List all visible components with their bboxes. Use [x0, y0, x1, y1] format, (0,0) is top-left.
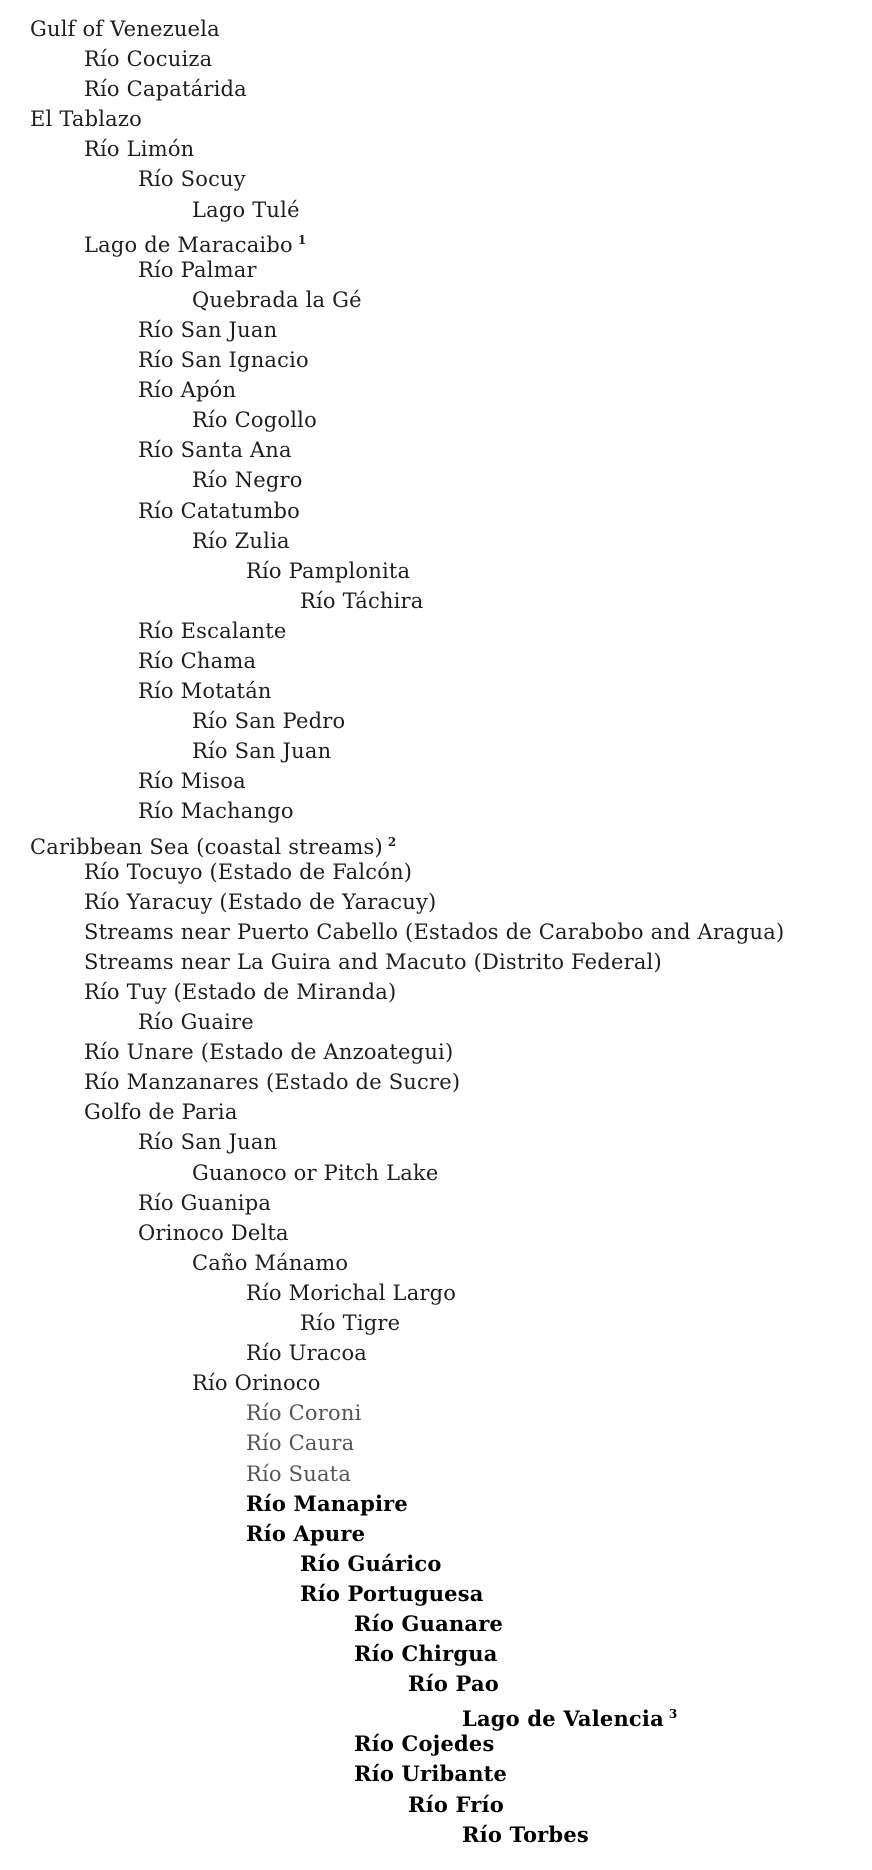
entry-label: Lago de Maracaibo	[84, 232, 293, 257]
drainage-entry	[30, 345, 860, 375]
entry-label: Río Santa Ana	[138, 438, 292, 463]
drainage-list	[30, 14, 860, 1850]
entry-label: Río Uribante	[354, 1761, 508, 1787]
entry-label: Río Apure	[246, 1520, 366, 1546]
drainage-entry	[30, 947, 860, 977]
drainage-entry	[30, 1609, 860, 1639]
drainage-entry	[30, 74, 860, 104]
drainage-entry	[30, 255, 860, 285]
drainage-entry	[30, 1729, 860, 1759]
entry-label: Río Apón	[138, 378, 237, 403]
drainage-entry	[30, 827, 860, 857]
entry-label: Río Cocuiza	[84, 47, 213, 72]
entry-label: Río San Pedro	[192, 709, 346, 734]
entry-label: Río Guárico	[300, 1550, 442, 1576]
footnote-marker: 2	[387, 834, 397, 849]
entry-label: Río San Juan	[138, 1130, 278, 1155]
drainage-entry	[30, 1188, 860, 1218]
entry-label: Río Misoa	[138, 769, 246, 794]
entry-label: Río Cogollo	[192, 408, 317, 433]
entry-label: Río Uracoa	[246, 1341, 368, 1366]
drainage-entry	[30, 1127, 860, 1157]
drainage-entry	[30, 1368, 860, 1398]
entry-label: Río Machango	[138, 799, 294, 824]
drainage-entry	[30, 646, 860, 676]
entry-label: Río Pao	[408, 1671, 499, 1697]
drainage-entry	[30, 375, 860, 405]
entry-label: Río Chama	[138, 648, 257, 673]
drainage-entry	[30, 195, 860, 225]
drainage-entry	[30, 766, 860, 796]
entry-label: Río Chirgua	[354, 1641, 498, 1667]
entry-label: Río Escalante	[138, 618, 287, 643]
entry-label: Río San Ignacio	[138, 348, 309, 373]
drainage-entry	[30, 1489, 860, 1519]
drainage-entry	[30, 1218, 860, 1248]
drainage-entry	[30, 1639, 860, 1669]
entry-label: Río Guaire	[138, 1010, 254, 1035]
entry-label: Guanoco or Pitch Lake	[192, 1160, 439, 1185]
entry-label: Río Portuguesa	[300, 1580, 484, 1606]
drainage-entry	[30, 225, 860, 255]
entry-label: Río Capatárida	[84, 77, 247, 102]
entry-label: Río Suata	[246, 1461, 352, 1486]
drainage-entry	[30, 556, 860, 586]
entry-label: Río San Juan	[192, 739, 332, 764]
entry-label: Río Tuy (Estado de Miranda)	[84, 980, 397, 1004]
entry-label: Río Zulia	[192, 528, 290, 553]
entry-label: Gulf of Venezuela	[30, 17, 220, 41]
drainage-entry	[30, 1820, 860, 1850]
drainage-entry	[30, 1308, 860, 1338]
drainage-entry	[30, 1669, 860, 1699]
entry-label: Río Motatán	[138, 679, 272, 704]
entry-label: Río San Juan	[138, 317, 278, 342]
drainage-entry	[30, 1459, 860, 1489]
entry-label: Río Manzanares (Estado de Sucre)	[84, 1070, 461, 1095]
drainage-entry	[30, 104, 860, 134]
drainage-entry	[30, 1067, 860, 1097]
drainage-entry	[30, 796, 860, 826]
drainage-entry	[30, 1519, 860, 1549]
drainage-entry	[30, 1037, 860, 1067]
drainage-entry	[30, 977, 860, 1007]
drainage-entry	[30, 887, 860, 917]
entry-label: Río Negro	[192, 468, 303, 493]
entry-label: El Tablazo	[30, 107, 143, 132]
drainage-entry	[30, 1579, 860, 1609]
entry-label: Río Tigre	[300, 1311, 401, 1336]
entry-label: Río Caura	[246, 1431, 355, 1456]
entry-label: Río Orinoco	[192, 1371, 321, 1396]
drainage-entry	[30, 1097, 860, 1127]
drainage-entry	[30, 676, 860, 706]
entry-label: Río Guanare	[354, 1610, 504, 1636]
entry-label: Río Unare (Estado de Anzoategui)	[84, 1040, 454, 1065]
entry-label: Streams near La Guira and Macuto (Distrito Federal)	[84, 949, 662, 974]
drainage-entry	[30, 526, 860, 556]
entry-label: Río Coroni	[246, 1401, 362, 1426]
entry-label: Río Socuy	[138, 167, 246, 192]
entry-label: Lago Tulé	[192, 197, 300, 222]
drainage-entry	[30, 134, 860, 164]
entry-label: Río Limón	[84, 137, 195, 162]
drainage-entry	[30, 1338, 860, 1368]
entry-label: Río Cojedes	[354, 1731, 495, 1757]
drainage-entry	[30, 736, 860, 766]
drainage-entry	[30, 14, 860, 44]
entry-label: Quebrada la Gé	[192, 287, 362, 312]
drainage-entry	[30, 496, 860, 526]
entry-label: Streams near Puerto Cabello (Estados de Carabobo and Aragua)	[84, 919, 785, 944]
entry-label: Caño Mánamo	[192, 1250, 349, 1275]
drainage-entry	[30, 1398, 860, 1428]
footnote-marker: 1	[297, 232, 307, 247]
entry-label: Caribbean Sea (coastal streams)	[30, 834, 383, 859]
entry-label: Río Guanipa	[138, 1190, 272, 1215]
drainage-entry	[30, 857, 860, 887]
drainage-entry	[30, 1759, 860, 1789]
drainage-entry	[30, 1007, 860, 1037]
entry-label: Río Táchira	[300, 588, 424, 613]
entry-label: Golfo de Paria	[84, 1100, 238, 1125]
entry-label: Río Tocuyo (Estado de Falcón)	[84, 859, 413, 884]
entry-label: Río Manapire	[246, 1490, 408, 1516]
drainage-entry	[30, 1278, 860, 1308]
drainage-entry	[30, 917, 860, 947]
drainage-entry	[30, 164, 860, 194]
entry-label: Río Pamplonita	[246, 558, 411, 583]
drainage-entry	[30, 1549, 860, 1579]
footnote-marker: 3	[668, 1707, 678, 1722]
drainage-entry	[30, 1428, 860, 1458]
entry-label: Río Yaracuy (Estado de Yaracuy)	[84, 889, 437, 914]
entry-label: Río Palmar	[138, 257, 257, 282]
drainage-entry	[30, 405, 860, 435]
drainage-entry	[30, 1790, 860, 1820]
drainage-entry	[30, 285, 860, 315]
drainage-entry	[30, 435, 860, 465]
drainage-entry	[30, 616, 860, 646]
drainage-entry	[30, 44, 860, 74]
entry-label: Río Morichal Largo	[246, 1280, 457, 1305]
drainage-entry	[30, 706, 860, 736]
entry-label: Orinoco Delta	[138, 1220, 289, 1245]
entry-label: Río Torbes	[462, 1821, 589, 1847]
drainage-entry	[30, 465, 860, 495]
drainage-entry	[30, 1699, 860, 1732]
entry-label: Río Catatumbo	[138, 498, 300, 523]
entry-label: Lago de Valencia	[462, 1706, 664, 1732]
drainage-entry	[30, 1248, 860, 1278]
entry-label: Río Frío	[408, 1791, 504, 1817]
drainage-entry	[30, 315, 860, 345]
drainage-entry	[30, 586, 860, 616]
drainage-entry	[30, 1158, 860, 1188]
